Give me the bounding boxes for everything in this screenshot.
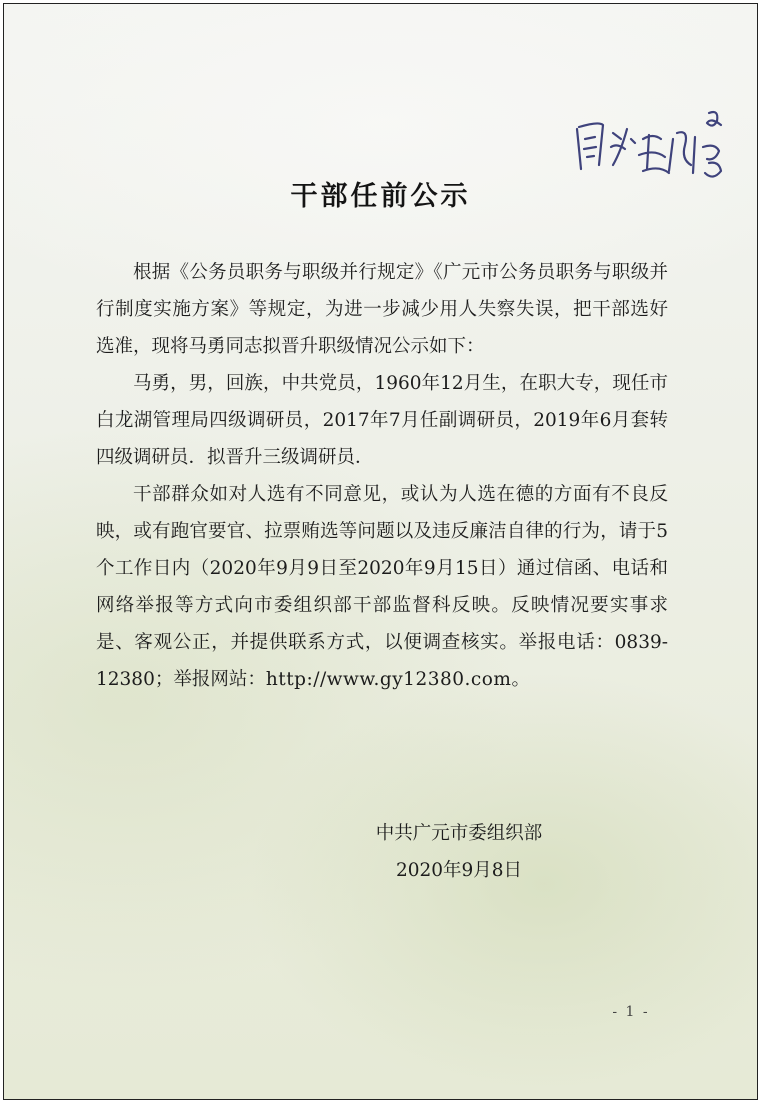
document-title: 干部任前公示 [290, 181, 471, 212]
paragraph-candidate: 马勇，男，回族，中共党员，1960年12月生，在职大专，现任市白龙湖管理局四级调研员，2017年7月任副调研员，2019年6月套转四级调研员．拟晋升三级调研员． [96, 373, 668, 468]
feedback-text: 干部群众如对人选有不同意见，或认为人选在德的方面有不良反映，或有跑官要官、拉票贿选等问题以及违反廉洁自律的行为，请于5个工作日内（2020年9月9日至2020年9月15日）通过信函、电话和网络举报等方式向市委组织部干部监督科反映。反映情况要实事求是、客观公正，并提供联系方式，以便调查核实。举报电话：0839-12380；举报网站： [96, 484, 668, 690]
page-number: - 1 - [612, 1004, 650, 1020]
paragraph-feedback [96, 476, 668, 698]
document-page [3, 3, 758, 1100]
paragraph-intro: 根据《公务员职务与职级并行规定》《广元市公务员职务与职级并行制度实施方案》等规定，为进一步减少用人失察失误，把干部选好选准，现将马勇同志拟晋升职级情况公示如下： [96, 262, 668, 357]
issue-date: 2020年9月8日 [395, 860, 523, 881]
report-website-link[interactable]: http://www.gy12380.com。 [265, 669, 531, 690]
issuing-organization: 中共广元市委组织部 [375, 823, 543, 844]
